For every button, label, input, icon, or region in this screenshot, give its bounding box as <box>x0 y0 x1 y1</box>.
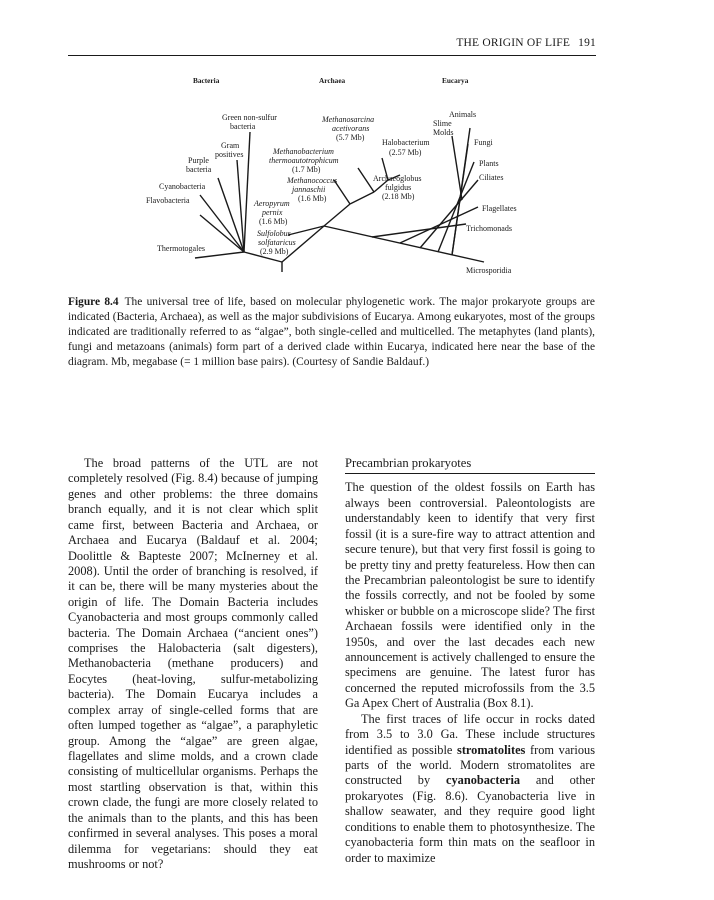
right-paragraph-2 <box>345 712 595 866</box>
label-aeropyrum: Aeropyrum <box>254 199 290 208</box>
label-archaeoglobus-size: (2.18 Mb) <box>382 192 415 201</box>
eucarya-labels <box>433 110 517 275</box>
paragraph2-end: and other prokaryotes (Fig. 8.6). Cyanobacteria live in shallow seawater, and they require good light conditions to enable them to photosynthesize. The cyanobacteria form thin mats on the seafloor in order to maximize <box>345 773 595 865</box>
domain-archaea: Archaea <box>319 76 346 85</box>
term-stromatolites: stromatolites <box>457 742 526 757</box>
label-archaeoglobus: Archaeoglobus <box>373 174 422 183</box>
tree-of-life-figure <box>125 70 545 280</box>
label-methanobacterium-size: (1.7 Mb) <box>292 165 321 174</box>
label-purple-bacteria: bacteria <box>186 165 212 174</box>
label-sulfolobus-size: (2.9 Mb) <box>260 247 289 256</box>
figure-label: Figure 8.4 <box>68 296 119 308</box>
label-solfataricus: solfataricus <box>258 238 296 247</box>
label-slime: Slime <box>433 119 452 128</box>
label-thermoautotrophicum: thermoautotrophicum <box>269 156 339 165</box>
label-methanococcus: Methanococcus <box>287 176 338 185</box>
label-halobacterium: Halobacterium <box>382 138 430 147</box>
label-flavobacteria: Flavobacteria <box>146 196 190 205</box>
running-title: THE ORIGIN OF LIFE <box>456 37 571 49</box>
header-rule <box>68 55 596 56</box>
page-number: 191 <box>578 37 596 49</box>
right-paragraph-1: The question of the oldest fossils on Earth has always been controversial. Paleontologists are understandably keen to identify that very first fossil (it is a sure-fire way to attract attention and secure tenure), but that very first fossil is going to be pretty tiny and pretty featureless. How then can the Precambrian paleontologist be sure to identify the fossils correctly, and not be fooled by some whisker or bubble on a microscope slide? The first Archaean fossils were identified only in the 1950s, and over the last decades each new announcement is actively challenged to ensure the specimens are genuine. The latest furor has concerned the reputed microfossils from the 3.5 Ga Apex Chert of Australia (Box 8.1). <box>345 480 596 711</box>
label-pernix: pernix <box>262 208 283 217</box>
left-paragraph: The broad patterns of the UTL are not completely resolved (Fig. 8.4) because of jumping genes and other problems: the three domains branch equally, and it is not clear which split came first, between Bacteria and Archaea, or Archaea and Eucarya (Baldauf et al. 2004; Doolittle & Bapteste 2007; McInerney et al. 2008). Until the order of branching is resolved, if it can be, there will be many mysteries about the origin of life. The Domain Bacteria includes Cyanobacteria and most groups commonly called bacteria. The Domain Archaea (“ancient ones”) comprises the Halobacteria (salt digesters), Methanobacteria (methane producers) and Eocytes (heat-loving, sulfur-metabolizing bacteria). The Domain Eucarya includes a complex array of single-celled forms that are often lumped together as “algae”, a paraphyletic group. Among the “algae” are green algae, flagellates and slime molds, and a crown clade consisting of multicellular organisms. Perhaps the most startling observation is that, within this crown clade, the fungi are more closely related to the animals than to the plants, and this has been confirmed in several analyses. This poses a moral dilemma for vegetarians: should they eat mushrooms or not? <box>68 456 318 871</box>
label-trichomonads: Trichomonads <box>466 224 512 233</box>
label-cyanobacteria: Cyanobacteria <box>159 182 206 191</box>
label-sulfolobus: Sulfolobus <box>257 229 291 238</box>
term-cyanobacteria: cyanobacteria <box>446 773 521 788</box>
domain-eucarya: Eucarya <box>442 76 469 85</box>
section-heading: Precambrian prokaryotes <box>345 456 595 474</box>
left-column <box>68 456 318 872</box>
label-ciliates: Ciliates <box>479 173 504 182</box>
label-aeropyrum-size: (1.6 Mb) <box>259 217 288 226</box>
domain-labels <box>193 76 469 85</box>
label-gram: Gram <box>221 141 240 150</box>
label-purple: Purple <box>188 156 209 165</box>
figure-caption <box>68 295 595 370</box>
label-methanobacterium: Methanobacterium <box>273 147 334 156</box>
label-green-nonsulfur-2: bacteria <box>230 122 256 131</box>
right-column <box>345 456 595 866</box>
label-jannaschii: jannaschii <box>292 185 326 194</box>
label-green-nonsulfur: Green non-sulfur <box>222 113 277 122</box>
domain-bacteria: Bacteria <box>193 76 220 85</box>
running-header <box>456 37 596 49</box>
archaea-labels <box>253 115 430 256</box>
label-thermotogales: Thermotogales <box>157 244 205 253</box>
label-animals: Animals <box>449 110 477 119</box>
label-methanococcus-size: (1.6 Mb) <box>298 194 327 203</box>
label-fungi: Fungi <box>474 138 493 147</box>
label-fulgidus: fulgidus <box>385 183 412 192</box>
label-halobacterium-size: (2.57 Mb) <box>389 148 422 157</box>
label-gram-positives: positives <box>215 150 244 159</box>
label-methanosarcina-size: (5.7 Mb) <box>336 133 365 142</box>
label-microsporidia: Microsporidia <box>466 266 512 275</box>
caption-text: The universal tree of life, based on molecular phylogenetic work. The major prokaryote groups are indicated (Bacteria, Archaea), as well as the major subdivisions of Eucarya. Among eukaryotes, most of the groups indicated are traditionally referred to as “algae”, both single-celled and multicelled. The metaphytes (land plants), fungi and metazoans (animals) form part of a derived clade within Eucarya, indicated here near the base of the diagram. Mb, megabase (= 1 million base pairs). (Courtesy of Sandie Baldauf.) <box>68 296 595 369</box>
label-flagellates: Flagellates <box>482 204 517 213</box>
label-acetivorans: acetivorans <box>332 124 370 133</box>
label-methanosarcina: Methanosarcina <box>322 115 375 124</box>
paragraph2-mid: from various parts of the world. Modern stromatolites are constructed by <box>345 742 595 788</box>
paragraph2-start: The first traces of life occur in rocks dated from 3.5 to 3.0 Ga. These include structures identified as possible <box>345 711 595 757</box>
label-plants: Plants <box>479 159 499 168</box>
label-molds: Molds <box>433 128 454 137</box>
